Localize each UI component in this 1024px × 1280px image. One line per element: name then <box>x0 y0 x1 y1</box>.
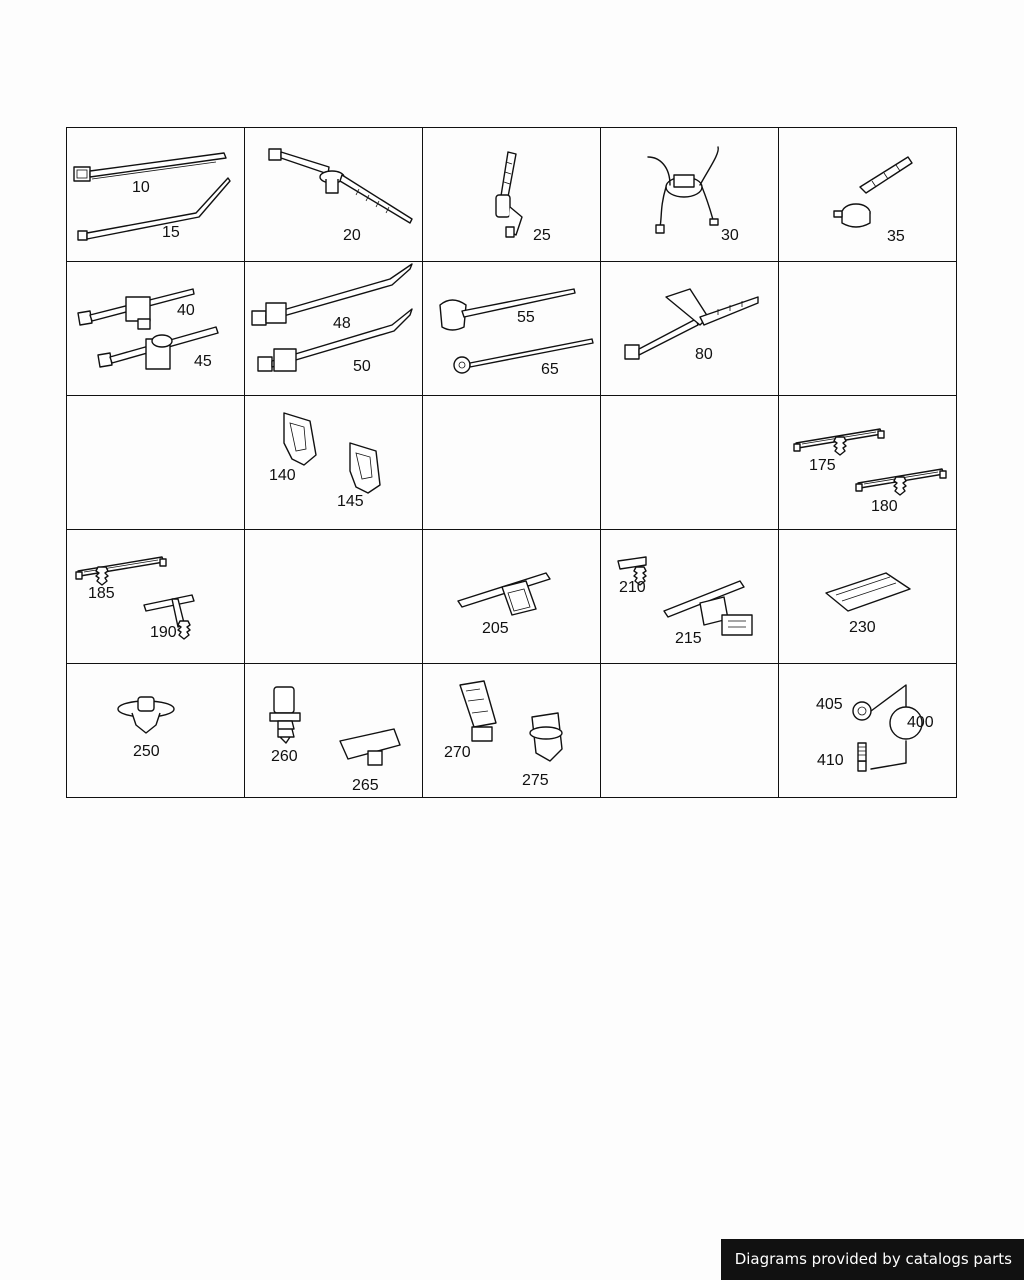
part-number-label: 15 <box>162 224 180 241</box>
part-illustration <box>118 697 174 733</box>
part-number-label: 30 <box>721 227 739 244</box>
part-number-label: 205 <box>482 620 509 637</box>
part-illustration <box>460 681 562 761</box>
part-illustration <box>826 573 910 611</box>
part-number-label: 175 <box>809 457 836 474</box>
part-cell <box>440 289 593 378</box>
part-number-label: 260 <box>271 748 298 765</box>
part-number-label: 145 <box>337 493 364 510</box>
part-illustration <box>625 289 758 359</box>
part-cell <box>794 429 946 515</box>
part-number-label: 210 <box>619 579 646 596</box>
part-cell <box>252 264 412 375</box>
part-cell <box>269 413 380 510</box>
part-number-label: 265 <box>352 777 379 794</box>
part-number-label: 140 <box>269 467 296 484</box>
part-illustration <box>496 152 522 237</box>
part-cell <box>648 147 739 244</box>
credit-footer: Diagrams provided by catalogs parts <box>721 1239 1024 1280</box>
part-number-label: 250 <box>133 743 160 760</box>
part-number-label: 48 <box>333 315 351 332</box>
part-cell <box>444 681 562 789</box>
part-cell <box>270 687 400 794</box>
part-number-label: 405 <box>816 696 843 713</box>
part-cell <box>496 152 551 244</box>
part-number-label: 190 <box>150 624 177 641</box>
part-cell <box>74 153 230 241</box>
part-number-label: 40 <box>177 302 195 319</box>
part-number-label: 275 <box>522 772 549 789</box>
part-number-label: 230 <box>849 619 876 636</box>
part-cell <box>625 289 758 363</box>
part-number-label: 65 <box>541 361 559 378</box>
part-illustration <box>834 157 912 227</box>
part-number-label: 20 <box>343 227 361 244</box>
part-number-label: 10 <box>132 179 150 196</box>
part-illustration <box>284 413 380 493</box>
part-number-label: 55 <box>517 309 535 326</box>
part-cell <box>78 289 218 370</box>
part-illustration <box>269 149 412 223</box>
part-cell <box>269 149 412 244</box>
part-illustration <box>252 264 412 371</box>
part-number-label: 215 <box>675 630 702 647</box>
part-illustration <box>440 289 593 373</box>
part-number-label: 45 <box>194 353 212 370</box>
part-number-label: 185 <box>88 585 115 602</box>
part-number-label: 410 <box>817 752 844 769</box>
part-illustration <box>74 153 230 240</box>
part-cell <box>458 573 550 637</box>
part-cell <box>834 157 912 245</box>
part-number-label: 50 <box>353 358 371 375</box>
part-number-label: 35 <box>887 228 905 245</box>
part-cell <box>76 557 194 641</box>
part-number-label: 80 <box>695 346 713 363</box>
part-cell <box>618 557 752 647</box>
part-illustration <box>458 573 550 615</box>
part-cell <box>826 573 910 636</box>
part-number-label: 180 <box>871 498 898 515</box>
part-cell <box>118 697 174 760</box>
parts-diagram-grid <box>66 127 957 798</box>
part-illustration <box>648 147 718 233</box>
part-number-label: 400 <box>907 714 934 731</box>
part-number-label: 270 <box>444 744 471 761</box>
parts-cells <box>74 147 946 794</box>
part-illustration <box>618 557 752 635</box>
part-number-label: 25 <box>533 227 551 244</box>
part-cell <box>816 685 934 771</box>
